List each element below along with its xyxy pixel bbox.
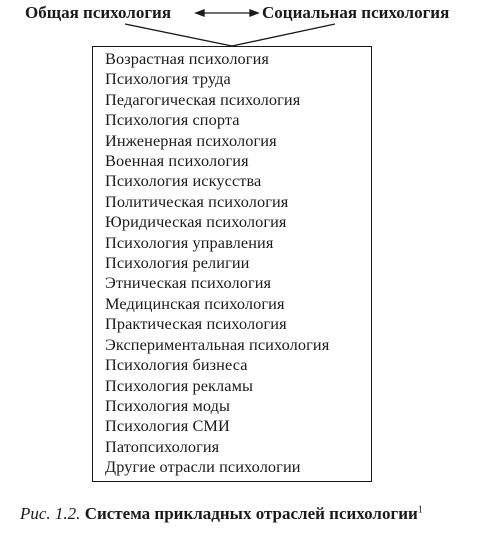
arrowhead-right xyxy=(250,10,258,16)
branch-line-right xyxy=(232,24,335,46)
caption-footnote: 1 xyxy=(417,504,423,516)
branch-item: Юридическая психология xyxy=(105,212,287,232)
branch-item: Патопсихология xyxy=(105,436,220,456)
figure-caption xyxy=(20,502,423,526)
branch-item: Экспериментальная психология xyxy=(105,334,330,354)
branch-list xyxy=(93,47,371,478)
branch-item: Политическая психология xyxy=(105,191,289,211)
branch-item: Педагогическая психология xyxy=(105,89,301,109)
branch-line-left xyxy=(125,24,232,46)
branch-item: Психология моды xyxy=(105,395,231,415)
branch-item: Военная психология xyxy=(105,151,249,171)
branch-item: Психология искусства xyxy=(105,171,262,191)
branch-item: Психология СМИ xyxy=(105,416,230,436)
branch-item: Психология религии xyxy=(105,253,250,273)
branch-item: Медицинская психология xyxy=(105,293,285,313)
caption-title: Система прикладных отраслей психологии xyxy=(84,504,418,523)
branch-item: Этническая психология xyxy=(105,273,272,293)
branch-item: Другие отрасли психологии xyxy=(105,457,301,477)
branch-item: Инженерная психология xyxy=(105,130,277,150)
arrowhead-left xyxy=(196,10,204,16)
branch-item: Психология спорта xyxy=(105,110,240,130)
branch-item: Возрастная психология xyxy=(105,49,269,68)
caption-prefix: Рис. 1.2. xyxy=(20,504,81,523)
branch-item: Психология труда xyxy=(105,69,231,89)
branch-item: Практическая психология xyxy=(105,314,287,334)
branch-item: Психология управления xyxy=(105,232,274,252)
branch-item: Психология бизнеса xyxy=(105,355,248,375)
applied-branches-box xyxy=(92,46,372,482)
social-psychology-label: Социальная психология xyxy=(262,3,450,22)
branch-item: Психология рекламы xyxy=(105,375,254,395)
general-psychology-label: Общая психология xyxy=(25,3,172,22)
